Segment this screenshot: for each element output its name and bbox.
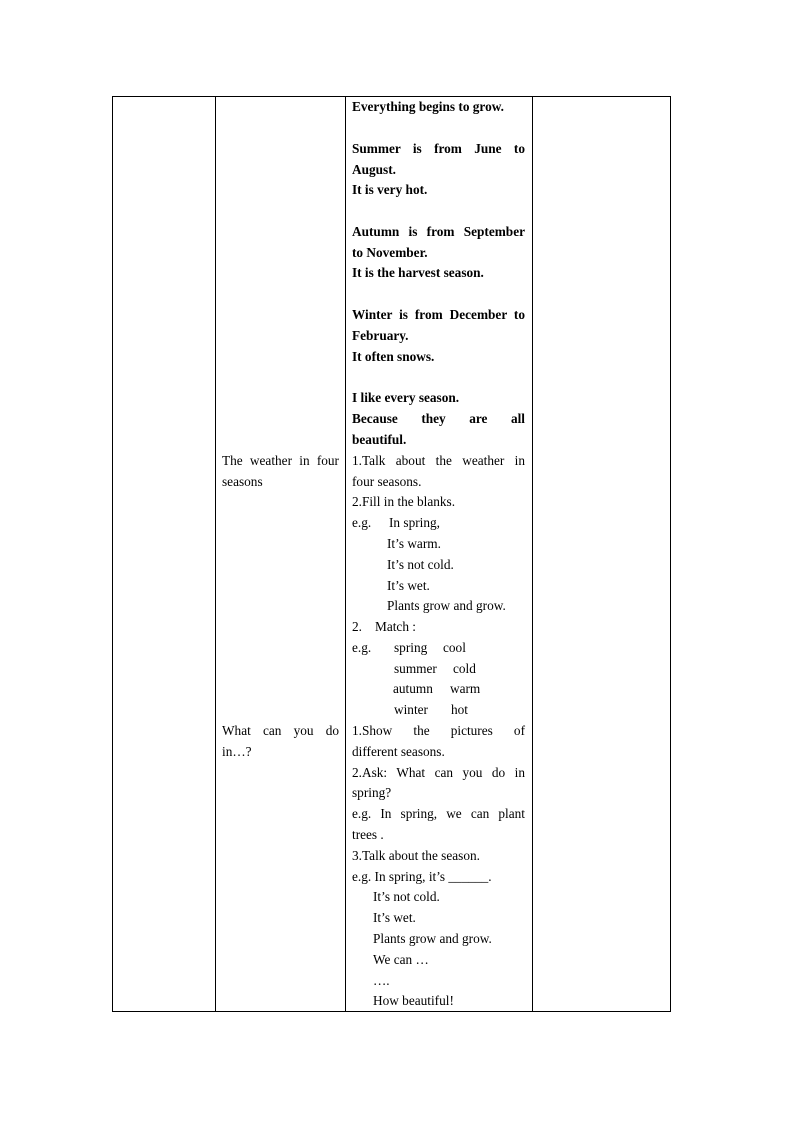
text-line: spring?	[352, 785, 392, 800]
lesson-plan-table	[112, 96, 671, 1012]
text-line: Match :	[375, 619, 416, 634]
text-line: four seasons.	[352, 474, 422, 489]
text-line: 3.Talk about the season.	[352, 848, 480, 863]
text-line: to November.	[352, 245, 428, 260]
season-word: spring	[394, 640, 428, 655]
text-line: We can …	[373, 952, 429, 967]
season-word: winter	[394, 702, 428, 717]
activity-topic-line-2: in…?	[222, 744, 252, 759]
text-line: In spring,	[389, 515, 440, 530]
example-label: e.g.	[352, 515, 372, 530]
weather-word: warm	[450, 681, 481, 696]
season-word: autumn	[393, 681, 433, 696]
text-line: Everything begins to grow.	[352, 99, 504, 114]
text-line: It’s not cold.	[373, 889, 440, 904]
text-line: 2.Fill in the blanks.	[352, 494, 456, 509]
text-line: Summer is from June to	[352, 141, 525, 156]
text-line: different seasons.	[352, 744, 445, 759]
weather-word: cold	[453, 661, 476, 676]
weather-topic-line-1: The weather in four	[222, 453, 339, 468]
table-column-3	[346, 97, 533, 1011]
text-line: trees .	[352, 827, 384, 842]
text-line: It often snows.	[352, 349, 435, 364]
table-column-2	[216, 97, 346, 1011]
text-line: How beautiful!	[373, 993, 454, 1008]
text-line: I like every season.	[352, 390, 460, 405]
text-line: It is the harvest season.	[352, 265, 484, 280]
text-line: ….	[373, 973, 390, 988]
text-line: Because they are all	[352, 411, 525, 426]
weather-word: hot	[451, 702, 468, 717]
table-column-4	[533, 97, 670, 1011]
text-line: It’s wet.	[373, 910, 416, 925]
text-line: Plants grow and grow.	[387, 598, 506, 613]
weather-word: cool	[443, 640, 466, 655]
text-line: 1.Talk about the weather in	[352, 453, 525, 468]
weather-topic-line-2: seasons	[222, 474, 263, 489]
text-line: beautiful.	[352, 432, 407, 447]
text-line: e.g. In spring, it’s ______.	[352, 869, 492, 884]
season-word: summer	[394, 661, 437, 676]
text-line: It’s wet.	[387, 578, 430, 593]
step-number: 2.	[352, 619, 362, 634]
text-line: 2.Ask: What can you do in	[352, 765, 525, 780]
text-line: 1.Show the pictures of	[352, 723, 525, 738]
text-line: February.	[352, 328, 409, 343]
text-line: It is very hot.	[352, 182, 428, 197]
text-line: e.g. In spring, we can plant	[352, 806, 525, 821]
text-line: Winter is from December to	[352, 307, 525, 322]
activity-topic-line-1: What can you do	[222, 723, 339, 738]
text-line: Plants grow and grow.	[373, 931, 492, 946]
text-line: It’s not cold.	[387, 557, 454, 572]
example-label: e.g.	[352, 640, 372, 655]
text-line: August.	[352, 162, 396, 177]
text-line: It’s warm.	[387, 536, 441, 551]
table-column-1	[113, 97, 216, 1011]
text-line: Autumn is from September	[352, 224, 525, 239]
